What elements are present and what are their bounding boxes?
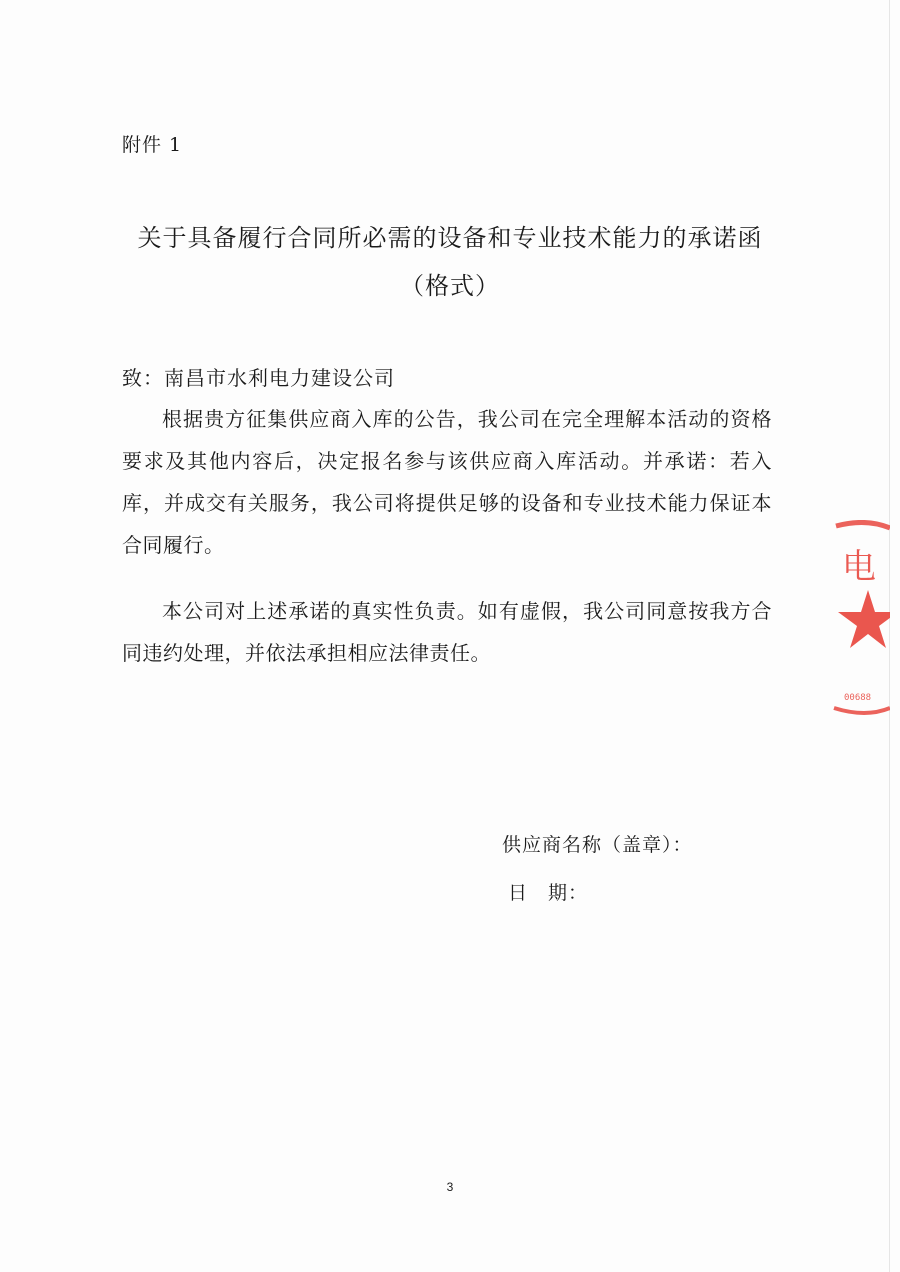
attachment-label: 附件 1	[122, 134, 183, 156]
date-label: 日 期：	[508, 882, 589, 904]
supplier-name-label: 供应商名称（盖章）：	[502, 834, 693, 856]
paragraph-text: 根据贵方征集供应商入库的公告，我公司在完全理解本活动的资格要求及其他内容后，决定报名参与该供应商入库活动。并承诺：若入库，并成交有关服务，我公司将提供足够的设备和专业技术能力保证本合同履行。	[122, 407, 772, 557]
company-seal-stamp	[826, 520, 890, 720]
body-paragraph-1	[122, 398, 772, 566]
recipient-line: 致：南昌市水利电力建设公司	[122, 366, 395, 390]
page-number: 3	[446, 1180, 454, 1194]
seal-digits: 00688	[844, 693, 872, 703]
document-title: 关于具备履行合同所必需的设备和专业技术能力的承诺函	[137, 224, 763, 252]
document-subtitle: （格式）	[400, 272, 500, 300]
body-paragraph-2	[122, 590, 772, 674]
seal-character: 电	[842, 547, 876, 587]
paragraph-text: 本公司对上述承诺的真实性负责。如有虚假，我公司同意按我方合同违约处理，并依法承担相应法律责任。	[122, 599, 772, 665]
